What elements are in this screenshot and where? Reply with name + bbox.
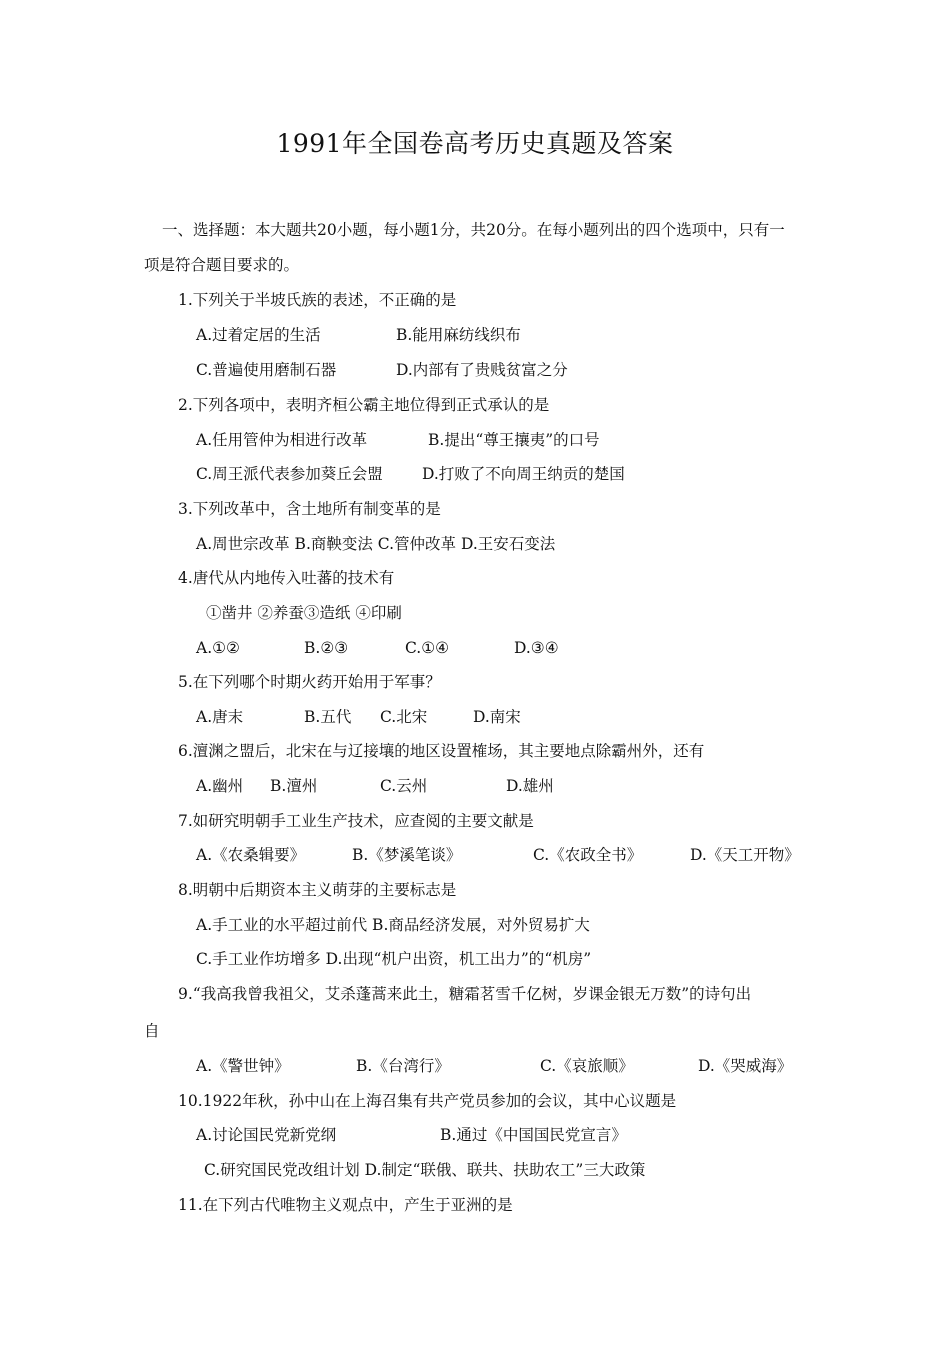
question-9-stem-continued: 自 [144, 1022, 160, 1040]
question-2-stem: 2.下列各项中，表明齐桓公霸主地位得到正式承认的是 [178, 396, 550, 414]
question-9-option-a: A.《警世钟》 [196, 1057, 290, 1075]
question-3-options: A.周世宗改革 B.商鞅变法 C.管仲改革 D.王安石变法 [196, 535, 556, 553]
question-10-options-cd: C.研究国民党改组计划 D.制定“联俄、联共、扶助农工”三大政策 [204, 1161, 646, 1179]
question-8-stem: 8.明朝中后期资本主义萌芽的主要标志是 [178, 881, 457, 899]
question-9-option-c: C.《哀旅顺》 [540, 1057, 634, 1075]
question-9-option-b: B.《台湾行》 [356, 1057, 450, 1075]
question-3-stem: 3.下列改革中，含土地所有制变革的是 [178, 500, 441, 518]
question-1-option-a: A.过着定居的生活 [196, 326, 321, 344]
question-6-option-c: C.云州 [380, 777, 428, 795]
question-4-items: ①凿井 ②养蚕③造纸 ④印刷 [206, 604, 402, 622]
question-4-option-c: C.①④ [405, 639, 450, 657]
question-1-option-d: D.内部有了贵贱贫富之分 [396, 361, 568, 379]
question-10-option-b: B.通过《中国国民党宣言》 [440, 1126, 627, 1144]
question-4-option-a: A.①② [196, 639, 240, 657]
question-11-stem: 11.在下列古代唯物主义观点中，产生于亚洲的是 [178, 1196, 513, 1214]
question-7-option-b: B.《梦溪笔谈》 [352, 846, 462, 864]
question-8-options-ab: A.手工业的水平超过前代 B.商品经济发展，对外贸易扩大 [196, 916, 590, 934]
question-2-option-a: A.任用管仲为相进行改革 [196, 431, 368, 449]
question-4-option-b: B.②③ [304, 639, 349, 657]
question-9-option-d: D.《哭威海》 [698, 1057, 793, 1075]
question-7-option-c: C.《农政全书》 [533, 846, 643, 864]
question-1-stem: 1.下列关于半坡氏族的表述，不正确的是 [178, 291, 457, 309]
question-10-stem: 10.1922年秋，孙中山在上海召集有共产党员参加的会议，其中心议题是 [178, 1092, 677, 1110]
question-6-stem: 6.澶渊之盟后，北宋在与辽接壤的地区设置榷场，其主要地点除霸州外，还有 [178, 742, 705, 760]
question-5-option-d: D.南宋 [473, 708, 521, 726]
question-6-option-a: A.幽州 [196, 777, 244, 795]
question-1-option-b: B.能用麻纺线织布 [396, 326, 521, 344]
question-6-option-d: D.雄州 [506, 777, 554, 795]
question-2-option-b: B.提出“尊王攘夷”的口号 [428, 431, 600, 449]
section-heading-line-1: 一、选择题：本大题共20小题，每小题1分，共20分。在每小题列出的四个选项中，只有一 [162, 221, 785, 239]
question-2-option-d: D.打败了不向周王纳贡的楚国 [422, 465, 625, 483]
question-5-option-a: A.唐末 [196, 708, 244, 726]
question-2-option-c: C.周王派代表参加葵丘会盟 [196, 465, 383, 483]
question-5-option-c: C.北宋 [380, 708, 428, 726]
question-7-option-a: A.《农桑辑要》 [196, 846, 306, 864]
question-5-stem: 5.在下列哪个时期火药开始用于军事？ [178, 673, 441, 691]
question-9-stem: 9.“我高我曾我祖父，艾杀蓬蒿来此土，糖霜茗雪千亿树，岁课金银无万数”的诗句出 [178, 985, 752, 1003]
question-8-options-cd: C.手工业作坊增多 D.出现“机户出资，机工出力”的“机房” [196, 950, 592, 968]
question-6-option-b: B.澶州 [270, 777, 318, 795]
question-7-stem: 7.如研究明朝手工业生产技术，应查阅的主要文献是 [178, 812, 534, 830]
question-7-option-d: D.《天工开物》 [690, 846, 800, 864]
section-heading-line-2: 项是符合题目要求的。 [144, 256, 300, 274]
question-4-stem: 4.唐代从内地传入吐蕃的技术有 [178, 569, 395, 587]
question-1-option-c: C.普遍使用磨制石器 [196, 361, 337, 379]
page-title: 1991年全国卷高考历史真题及答案 [276, 129, 674, 158]
question-4-option-d: D.③④ [514, 639, 559, 657]
question-10-option-a: A.讨论国民党新党纲 [196, 1126, 337, 1144]
question-5-option-b: B.五代 [304, 708, 352, 726]
